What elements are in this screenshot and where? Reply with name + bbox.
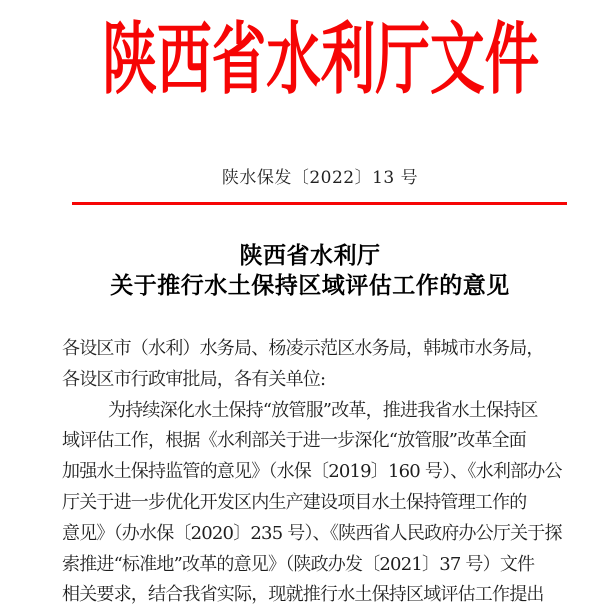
document-number: 陕水保发〔2022〕13 号 xyxy=(221,168,419,188)
red-divider-line xyxy=(72,202,567,205)
body-text-line: 加强水土保持监管的意见》（水保〔2019〕160 号）、《水利部办公 xyxy=(62,461,562,483)
body-text-line: 为持续深化水土保持“放管服”改革，推进我省水土保持区 xyxy=(108,399,538,421)
document-title xyxy=(0,241,608,301)
letterhead-title: 陕西省水利厅文件 xyxy=(102,14,540,105)
body-text-line: 域评估工作，根据《水利部关于进一步深化“放管服”改革全面 xyxy=(62,430,527,452)
body-text-line: 相关要求，结合我省实际，现就推行水土保持区域评估工作提出 xyxy=(62,584,544,606)
body-text-line: 各设区市（水利）水务局、杨凌示范区水务局，韩城市水务局， xyxy=(62,338,544,359)
document-title-line-2: 关于推行水土保持区域评估工作的意见 xyxy=(110,272,510,299)
body-text-line: 厅关于进一步优化开发区内生产建设项目水土保持管理工作的 xyxy=(62,491,527,513)
body-text-line: 意见》（办水保〔2020〕235 号）、《陕西省人民政府办公厅关于探 xyxy=(62,522,562,544)
body-text-line: 各设区市行政审批局，各有关单位: xyxy=(62,368,326,390)
document-title-line-1: 陕西省水利厅 xyxy=(239,242,381,269)
body-text-line: 索推进“标准地”改革的意见》（陕政办发〔2021〕37 号）文件 xyxy=(62,553,535,575)
document-body xyxy=(62,334,582,611)
